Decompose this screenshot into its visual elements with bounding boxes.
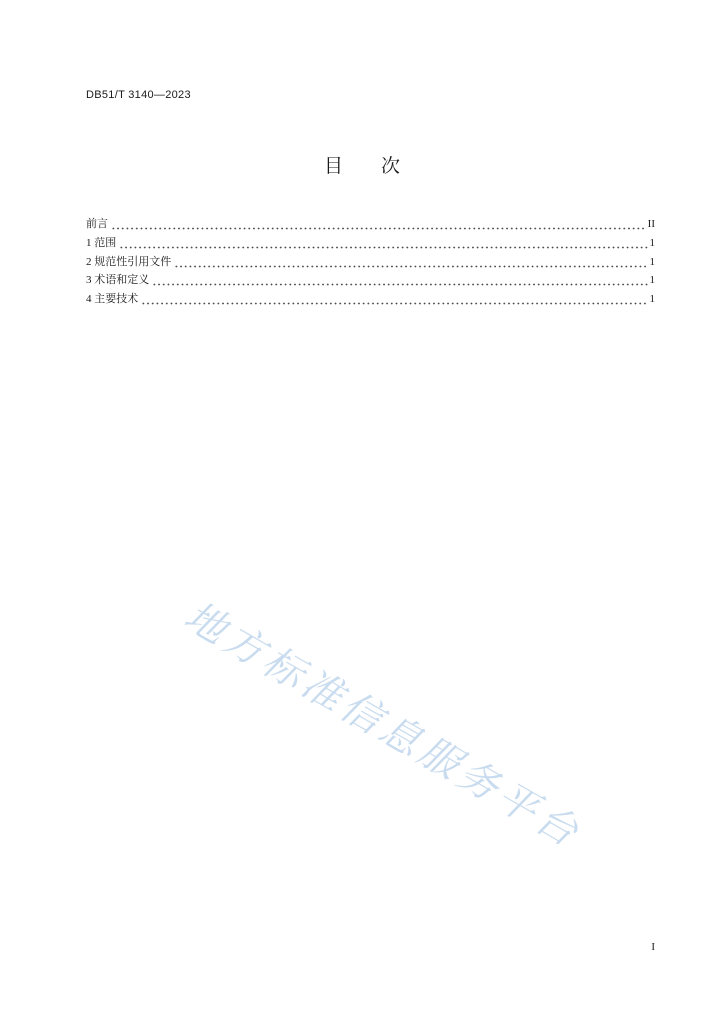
toc-list: [86, 215, 655, 309]
toc-entry-label: 1 范围: [86, 236, 117, 249]
document-code-header: DB51/T 3140—2023: [86, 89, 191, 101]
toc-entry-label: 2 规范性引用文件: [86, 255, 172, 268]
toc-entry-main-techniques[interactable]: [86, 290, 655, 309]
toc-entry-page: 1: [649, 274, 655, 287]
toc-entry-scope[interactable]: [86, 234, 655, 253]
toc-entry-label: 4 主要技术: [86, 293, 139, 305]
toc-entry-terms-definitions[interactable]: [86, 271, 655, 290]
toc-entry-page: 1: [649, 293, 655, 305]
toc-title: 目 次: [323, 155, 400, 177]
toc-dot-leader: [152, 271, 647, 290]
toc-entry-page: 1: [649, 236, 655, 249]
toc-dot-leader: [174, 253, 647, 272]
toc-dot-leader: [119, 234, 647, 253]
watermark-text: 地方标准信息服务平台: [176, 593, 590, 858]
toc-dot-leader: [141, 290, 647, 309]
toc-entry-label: 前言: [86, 218, 108, 230]
toc-entry-page: II: [647, 218, 655, 230]
toc-entry-page: 1: [649, 255, 655, 268]
page-number: I: [651, 941, 655, 953]
toc-dot-leader: [111, 215, 646, 234]
toc-entry-normative-references[interactable]: [86, 253, 655, 272]
toc-entry-preface[interactable]: [86, 215, 655, 234]
toc-entry-label: 3 术语和定义: [86, 274, 150, 287]
